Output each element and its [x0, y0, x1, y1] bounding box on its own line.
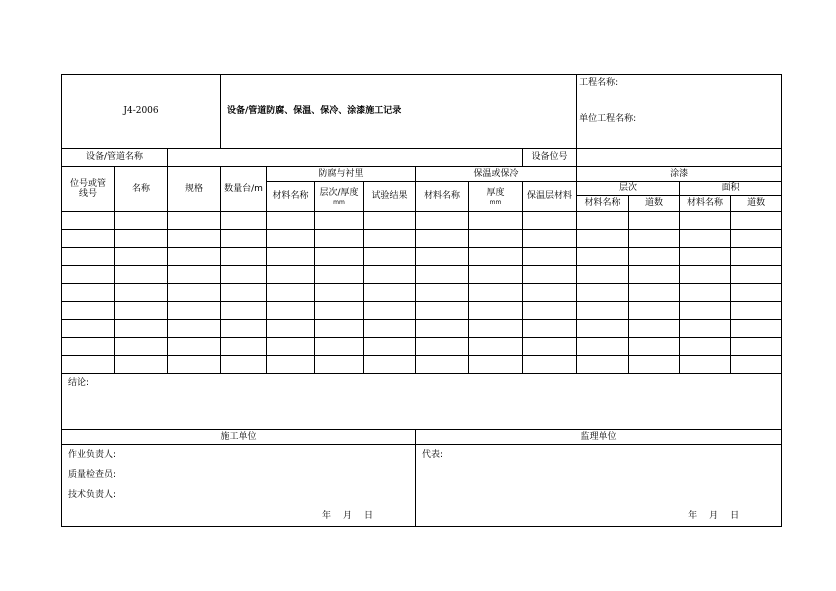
data-cell[interactable] — [62, 248, 115, 266]
data-cell[interactable] — [168, 338, 221, 356]
data-cell[interactable] — [221, 212, 267, 230]
header-test-result: 试验结果 — [364, 182, 416, 212]
data-cell[interactable] — [577, 212, 629, 230]
data-cell[interactable] — [416, 284, 469, 302]
conclusion-label: 结论: — [68, 378, 90, 388]
data-cell[interactable] — [168, 302, 221, 320]
data-cell[interactable] — [168, 212, 221, 230]
data-cell[interactable] — [577, 338, 629, 356]
data-cell[interactable] — [364, 212, 416, 230]
data-cell[interactable] — [629, 266, 680, 284]
data-cell[interactable] — [221, 248, 267, 266]
table-row — [62, 320, 782, 338]
data-cell[interactable] — [577, 302, 629, 320]
data-cell[interactable] — [115, 356, 168, 374]
header-layers: 层次 — [577, 182, 680, 196]
data-cell[interactable] — [680, 248, 731, 266]
header-insulation-group: 保温或保冷 — [416, 167, 577, 182]
header-area: 面积 — [680, 182, 782, 196]
data-cell[interactable] — [115, 212, 168, 230]
data-cell[interactable] — [680, 212, 731, 230]
data-cell[interactable] — [731, 230, 782, 248]
data-cell[interactable] — [523, 356, 577, 374]
data-cell[interactable] — [115, 284, 168, 302]
data-cell[interactable] — [364, 302, 416, 320]
data-cell[interactable] — [469, 248, 523, 266]
data-cell[interactable] — [469, 230, 523, 248]
data-cell[interactable] — [315, 338, 364, 356]
data-cell[interactable] — [629, 212, 680, 230]
data-cell[interactable] — [577, 320, 629, 338]
data-cell[interactable] — [523, 338, 577, 356]
data-cell[interactable] — [629, 302, 680, 320]
data-cell[interactable] — [267, 212, 315, 230]
data-cell[interactable] — [168, 356, 221, 374]
data-cell[interactable] — [731, 356, 782, 374]
date-month: 月 — [709, 511, 721, 521]
data-cell[interactable] — [168, 230, 221, 248]
data-cell[interactable] — [364, 338, 416, 356]
thickness-unit: mm — [489, 198, 502, 206]
data-cell[interactable] — [680, 230, 731, 248]
data-cell[interactable] — [469, 320, 523, 338]
layers-thickness-text: 层次/厚度 — [319, 187, 359, 198]
data-cell[interactable] — [115, 302, 168, 320]
data-cell[interactable] — [221, 266, 267, 284]
data-cell[interactable] — [364, 248, 416, 266]
header-material-name: 材料名称 — [267, 182, 315, 212]
data-cell[interactable] — [469, 266, 523, 284]
equipment-name-field[interactable] — [168, 149, 523, 167]
data-cell[interactable] — [577, 248, 629, 266]
header-layers-thickness — [315, 182, 364, 212]
data-cell[interactable] — [168, 266, 221, 284]
header-position-no: 位号或管线号 — [62, 167, 115, 212]
data-cell[interactable] — [62, 266, 115, 284]
table-row — [62, 212, 782, 230]
representative-label: 代表: — [422, 450, 444, 460]
data-cell[interactable] — [523, 302, 577, 320]
data-cell[interactable] — [315, 248, 364, 266]
data-cell[interactable] — [731, 302, 782, 320]
data-cell[interactable] — [577, 266, 629, 284]
data-cell[interactable] — [315, 212, 364, 230]
data-cell[interactable] — [221, 284, 267, 302]
data-cell[interactable] — [680, 338, 731, 356]
record-table — [61, 74, 782, 527]
data-cell[interactable] — [315, 320, 364, 338]
data-cell[interactable] — [62, 338, 115, 356]
data-cell[interactable] — [523, 320, 577, 338]
table-row — [62, 302, 782, 320]
data-cell[interactable] — [315, 302, 364, 320]
data-cell[interactable] — [680, 356, 731, 374]
header-spec: 规格 — [168, 167, 221, 212]
data-cell[interactable] — [267, 356, 315, 374]
data-cell[interactable] — [62, 284, 115, 302]
construction-signature-cell[interactable] — [62, 445, 416, 527]
header-anticorrosion-group: 防腐与衬里 — [267, 167, 416, 182]
data-cell[interactable] — [629, 356, 680, 374]
data-cell[interactable] — [267, 302, 315, 320]
construction-record-form — [61, 74, 781, 531]
data-cell[interactable] — [416, 248, 469, 266]
data-cell[interactable] — [364, 320, 416, 338]
data-cell[interactable] — [731, 338, 782, 356]
supervision-signature-cell[interactable] — [416, 445, 782, 527]
thickness-text: 厚度 — [486, 187, 505, 198]
data-cell[interactable] — [315, 266, 364, 284]
data-cell[interactable] — [731, 212, 782, 230]
project-name-label: 工程名称: — [579, 78, 619, 88]
data-cell[interactable] — [168, 284, 221, 302]
data-cell[interactable] — [267, 320, 315, 338]
data-cell[interactable] — [62, 320, 115, 338]
data-cell[interactable] — [629, 284, 680, 302]
conclusion-cell[interactable] — [62, 374, 782, 430]
data-cell[interactable] — [680, 266, 731, 284]
data-cell[interactable] — [731, 320, 782, 338]
date-month: 月 — [342, 511, 354, 521]
construction-unit-label: 施工单位 — [62, 430, 416, 445]
data-cell[interactable] — [62, 356, 115, 374]
data-cell[interactable] — [469, 284, 523, 302]
data-cell[interactable] — [221, 320, 267, 338]
data-cell[interactable] — [416, 302, 469, 320]
form-code: J4-2006 — [62, 75, 221, 149]
data-cell[interactable] — [115, 230, 168, 248]
data-cell[interactable] — [364, 356, 416, 374]
data-cell[interactable] — [115, 266, 168, 284]
data-cell[interactable] — [62, 230, 115, 248]
table-row — [62, 248, 782, 266]
header-protective-layer: 保温层材料 — [523, 182, 577, 212]
construction-date — [312, 511, 375, 522]
data-cell[interactable] — [416, 356, 469, 374]
data-cell[interactable] — [416, 230, 469, 248]
header-coats: 道数 — [629, 196, 680, 212]
layers-thickness-unit: mm — [333, 198, 345, 206]
equipment-position-field[interactable] — [577, 149, 782, 167]
data-cell[interactable] — [364, 230, 416, 248]
table-row — [62, 284, 782, 302]
date-day: 日 — [363, 511, 375, 521]
date-year: 年 — [688, 511, 700, 521]
tech-leader-label: 技术负责人: — [68, 490, 117, 500]
data-cell[interactable] — [731, 248, 782, 266]
data-cell[interactable] — [680, 320, 731, 338]
data-cell[interactable] — [364, 266, 416, 284]
data-cell[interactable] — [629, 320, 680, 338]
header-quantity: 数量台/m — [221, 167, 267, 212]
data-cell[interactable] — [629, 248, 680, 266]
header-name: 名称 — [115, 167, 168, 212]
data-cell[interactable] — [267, 284, 315, 302]
data-cell[interactable] — [115, 320, 168, 338]
data-cell[interactable] — [221, 338, 267, 356]
supervision-date — [678, 511, 741, 522]
data-cell[interactable] — [168, 320, 221, 338]
table-row — [62, 338, 782, 356]
data-cell[interactable] — [523, 284, 577, 302]
data-cell[interactable] — [62, 212, 115, 230]
work-leader-label: 作业负责人: — [68, 450, 117, 460]
data-cell[interactable] — [416, 320, 469, 338]
data-cell[interactable] — [267, 338, 315, 356]
header-paint-group: 涂漆 — [577, 167, 782, 182]
data-cell[interactable] — [267, 248, 315, 266]
data-cell[interactable] — [680, 284, 731, 302]
date-year: 年 — [321, 511, 333, 521]
data-cell[interactable] — [469, 338, 523, 356]
data-cell[interactable] — [629, 230, 680, 248]
data-cell[interactable] — [469, 356, 523, 374]
equipment-name-label: 设备/管道名称 — [62, 149, 168, 167]
data-cell[interactable] — [315, 284, 364, 302]
header-paint-material: 材料名称 — [577, 196, 629, 212]
data-cell[interactable] — [315, 356, 364, 374]
data-cell[interactable] — [523, 248, 577, 266]
data-cell[interactable] — [62, 302, 115, 320]
data-cell[interactable] — [523, 212, 577, 230]
data-cell[interactable] — [364, 284, 416, 302]
data-cell[interactable] — [416, 266, 469, 284]
project-info-cell — [577, 75, 782, 149]
page-title: 设备/管道防腐、保温、保冷、涂漆施工记录 — [221, 75, 577, 149]
data-cell[interactable] — [523, 266, 577, 284]
table-row — [62, 356, 782, 374]
data-cell[interactable] — [577, 356, 629, 374]
header-insulation-material: 材料名称 — [416, 182, 469, 212]
data-cell[interactable] — [267, 266, 315, 284]
data-cell[interactable] — [680, 302, 731, 320]
data-cell[interactable] — [731, 284, 782, 302]
data-cell[interactable] — [115, 248, 168, 266]
data-cell[interactable] — [577, 284, 629, 302]
data-cell[interactable] — [577, 230, 629, 248]
data-cell[interactable] — [221, 302, 267, 320]
unit-project-label: 单位工程名称: — [579, 114, 637, 124]
data-cell[interactable] — [315, 230, 364, 248]
table-row — [62, 266, 782, 284]
data-cell[interactable] — [416, 212, 469, 230]
data-cell[interactable] — [416, 338, 469, 356]
data-cell[interactable] — [469, 212, 523, 230]
data-cell[interactable] — [267, 230, 315, 248]
equipment-position-label: 设备位号 — [523, 149, 577, 167]
data-cell[interactable] — [168, 248, 221, 266]
data-cell[interactable] — [115, 338, 168, 356]
data-cell[interactable] — [221, 356, 267, 374]
header-area-material: 材料名称 — [680, 196, 731, 212]
supervision-unit-label: 监理单位 — [416, 430, 782, 445]
header-area-coats: 道数 — [731, 196, 782, 212]
data-cell[interactable] — [469, 302, 523, 320]
data-cell[interactable] — [629, 338, 680, 356]
data-rows — [62, 212, 782, 374]
data-cell[interactable] — [221, 230, 267, 248]
data-cell[interactable] — [731, 266, 782, 284]
data-cell[interactable] — [523, 230, 577, 248]
table-row — [62, 230, 782, 248]
date-day: 日 — [730, 511, 742, 521]
quality-inspector-label: 质量检查员: — [68, 470, 117, 480]
header-thickness — [469, 182, 523, 212]
